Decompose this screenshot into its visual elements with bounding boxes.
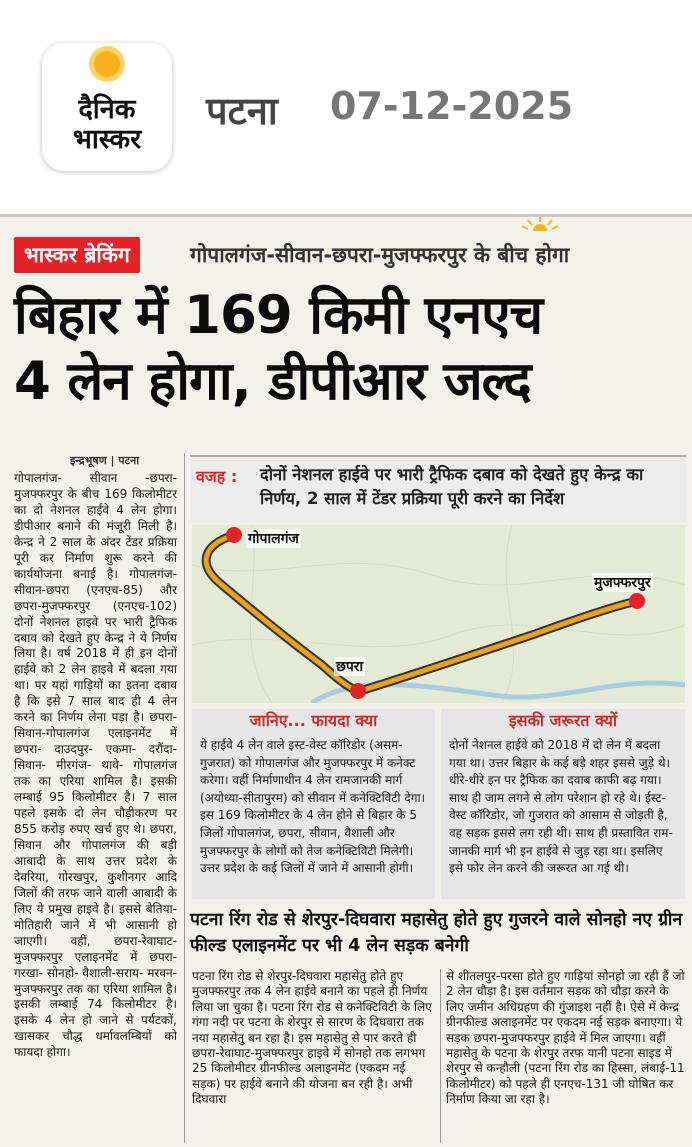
logo-line-1: दैनिक bbox=[78, 94, 136, 125]
main-headline bbox=[14, 283, 686, 415]
reason-text: दोनों नेशनल हाईवे पर भारी ट्रैफिक दबाव को देखते हुए केन्द्र का निर्णय, 2 साल में टेंडर प्रक्रिया पूरी करने का निर्देश bbox=[260, 465, 644, 508]
need-heading: इसकी जरूरत क्यों bbox=[508, 711, 618, 730]
sun-rays-icon bbox=[520, 217, 560, 231]
dainik-bhaskar-logo[interactable] bbox=[42, 43, 172, 171]
edition-date: 07-12-2025 bbox=[330, 84, 574, 128]
map-label-gopalganj: गोपालगंज bbox=[248, 531, 299, 547]
marker-muzaffarpur bbox=[629, 593, 645, 609]
second-headline: पटना रिंग रोड से शेरपुर-दिघवारा महासेतु होते हुए गुजरने वाले सोनहो नए ग्रीन फील्ड एलाइनमेंट पर भी 4 लेन सड़क बनेगी bbox=[190, 910, 683, 956]
marker-chhapra bbox=[350, 683, 366, 699]
headline-line-1: बिहार में 169 किमी एनएच bbox=[14, 285, 543, 346]
second-story-col-1: पटना रिंग रोड से शेरपुर-दिघवारा महासेतु होते हुए मुजफ्फरपुर तक 4 लेन हाईवे बनाने का पहले ही निर्णय लिया जा चुका है। पटना रिंग रोड से कनेक्टिविटी के लिए गंगा नदी पर पटना के शेरपुर से सारण के दिघवारा तक नया महासेतु बन रहा है। इस महासेतु से पार करते ही छपरा-रेवाघाट-मुजफ्फरपुर हाइवे में सोनहो तक लगभग 25 किलोमीटर ग्रीनफील्ड अलाइनमेंट (एकदम नई सड़क) पर हाईवे बनाने की योजना बन रही है। अभी दिघवारा bbox=[192, 969, 432, 1107]
need-text: दोनों नेशनल हाईवे को 2018 में दो लेन में बदला गया था। उत्तर बिहार के कई बड़े शहर इससे जुड़े थे। धीरे-धीरे इन पर ट्रैफिक का दवाब काफी बढ़ गया। साथ ही जाम लगने से लोग परेशान हो रहे थे। ईस्ट-वेस्ट कॉरिडोर, जो गुजरात को आसाम से जोड़ती है, वह सड़क इससे लग रही थी। साथ ही प्रस्तावित राम-जानकी मार्ग भी इन हाईवे से जुड़ रहा था। इसलिए इसे फोर लेन करने की जरूरत आ गई थी। bbox=[449, 738, 673, 876]
logo-line-2: भास्कर bbox=[72, 124, 142, 155]
route-map[interactable] bbox=[192, 525, 685, 703]
column-divider-2 bbox=[440, 969, 441, 1143]
map-graphic bbox=[192, 525, 685, 703]
app-header bbox=[0, 0, 692, 214]
column-divider bbox=[184, 453, 185, 1143]
benefit-box bbox=[192, 709, 435, 899]
reason-box bbox=[190, 455, 686, 522]
newspaper-clipping[interactable] bbox=[0, 214, 692, 1147]
kicker: गोपालगंज-सीवान-छपरा-मुजफ्फरपुर के बीच होगा bbox=[190, 243, 570, 267]
map-label-muzaffarpur: मुजफ्फरपुर bbox=[594, 575, 651, 591]
need-box bbox=[441, 709, 685, 899]
map-label-chhapra: छपरा bbox=[336, 659, 364, 675]
benefit-text: ये हाईवे 4 लेन वाले इस्ट-वेस्ट कॉरिडोर (असम-गुजरात) को गोपालगंज और मुजफ्फरपुर में कनेक्ट करेगा। वहीं निर्माणाधीन 4 लेन रामजानकी मार्ग (अयोध्या-सीतापुरम) को सीवान में कनेक्टिविटी देगा। इस 169 किलोमीटर के 4 लेन होने से बिहार के 5 जिलों गोपालगंज, छपरा, सीवान, वैशाली और मुजफ्फरपुर के लोगों को तेज कनेक्टिविटी मिलेगी। उत्तर प्रदेश के कई जिलों में जाने में आसानी होगी। bbox=[200, 738, 426, 876]
breaking-tag: भास्कर ब्रेकिंग bbox=[14, 237, 140, 273]
reason-label: वजह : bbox=[196, 467, 238, 486]
sun-icon bbox=[94, 51, 120, 77]
byline: इन्द्रभूषण | पटना bbox=[70, 454, 140, 467]
left-column-body: गोपालगंज- सीवान -छपरा-मुजफ्फरपुर के बीच 169 किलोमीटर का दो नेशनल हाईवे 4 लेन होगा। डीपीआर बनाने की मंजूरी मिली है। केन्द्र ने 2 साल के अंदर टेंडर प्रक्रिया पूरी कर निर्माण शुरू करने की कार्ययोजना बनाई है। गोपालगंज-सीवान-छपरा (एनएच-85) और छपरा-मुजफ्फरपुर (एनएच-102) दोनों नेशनल हाइवे पर भारी ट्रैफिक दबाव को देखते हुए केन्द्र ने ये निर्णय लिया है। वर्ष 2018 में ही इन दोनों हाईवे को 2 लेन हाइवे में बदला गया था। पर यहां गाड़ियों का इतना दबाव है कि इसे 7 साल बाद ही 4 लेन करने का निर्णय लेना पड़ा है। छपरा-सिवान-गोपालगंज एलाइनमेंट में छपरा- दाउदपुर- एकमा- दरौंदा-सिवान- मीरगंज- थावे- गोपालगंज तक का एरिया शामिल है। इसकी लम्बाई 95 किलोमीटर है। 7 साल पहले इसके दो लेन चौड़ीकरण पर 855 करोड़ रुपए खर्च हुए थे। छपरा, सिवान और गोपालगंज की बड़ी आबादी के साथ उत्तर प्रदेश के देवरिया, गोरखपुर, कुशीनगर आदि जिलों की तरफ जाने वाली आबादी के लिए ये प्रमुख हाइवे है। इससे बेतिया-मोतिहारी जाने में भी आसानी हो जाएगी। वहीं, छपरा-रेवाघाट-मुजफ्फरपुर एलाइनमेंट में छपरा- गरखा- सोनहो- वैशाली-सराय- मरवन- मुजफ्फरपुर तक का एरिया शामिल है। इसकी लम्बाई 74 किलोमीटर है। इसके 4 लेन हो जाने से पर्यटकों, खासकर चौद्ध धर्मावलम्बियों को फायदा होगा। bbox=[14, 471, 177, 1060]
headline-line-2: 4 लेन होगा, डीपीआर जल्द bbox=[14, 351, 531, 412]
marker-gopalganj bbox=[226, 527, 242, 543]
edition-city: पटना bbox=[206, 89, 278, 133]
second-story-col-2: से शीतलपुर-परसा होते हुए गाड़ियां सोनहो जा रही हैं जो 2 लेन चौड़ा है। इस वर्तमान सड़क को चौड़ा करने के लिए जमीन अधिग्रहण की गुंजाइश नहीं है। ऐसे में केन्द्र ग्रीनफील्ड अलाइनमेंट पर एकदम नई सड़क बनाएगा। ये सड़क छपरा-मुजफ्फरपुर हाईवे में मिल जाएगा। वहीं महासेतु के पटना के शेरपुर तरफ यानी पटना साइड में शेरपुर से कन्हौली (पटना रिंग रोड का हिस्सा, लंबाई-11 किलोमीटर) को पहले ही एनएच-131 जी घोषित कर निर्माण किया जा रहा है। bbox=[446, 969, 685, 1107]
benefit-heading: जानिए... फायदा क्या bbox=[249, 711, 378, 730]
